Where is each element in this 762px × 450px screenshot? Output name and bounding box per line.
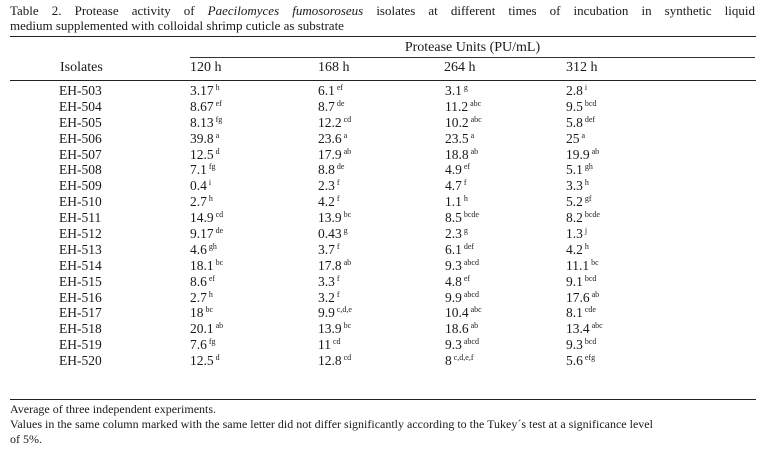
- protease-value-cell: [318, 321, 351, 337]
- significance-letters: bc: [343, 321, 352, 331]
- protease-value-cell: [190, 99, 222, 115]
- significance-letters: h: [584, 178, 589, 188]
- protease-value: 9.17: [190, 226, 214, 242]
- table-row: [0, 131, 762, 147]
- protease-value-cell: [190, 353, 220, 369]
- protease-value: 11.2: [445, 98, 469, 114]
- isolate-name: EH-515: [59, 273, 102, 289]
- protease-value-cell: [318, 178, 340, 194]
- isolate-name: EH-503: [59, 83, 102, 98]
- protease-value: 8.1: [566, 305, 583, 321]
- protease-value: 0.43: [318, 226, 342, 242]
- protease-value: 17.6: [566, 289, 590, 305]
- isolate-name: EH-510: [59, 194, 102, 210]
- significance-letters: j: [584, 226, 588, 236]
- protease-value-cell: [566, 210, 600, 226]
- top-rule: [10, 36, 756, 37]
- protease-value-cell: [318, 99, 344, 115]
- significance-letters: h: [208, 194, 213, 204]
- protease-value-cell: [445, 258, 479, 274]
- protease-value: 5.8: [566, 114, 583, 130]
- time-header-312: 312 h: [566, 60, 598, 75]
- significance-letters: f: [336, 273, 340, 283]
- protease-value-cell: [190, 274, 215, 290]
- protease-value-cell: [445, 194, 468, 210]
- table-row: [0, 274, 762, 290]
- significance-letters: def: [463, 241, 475, 251]
- significance-letters: fg: [215, 114, 223, 124]
- protease-value: 5.6: [566, 353, 583, 369]
- protease-value: 9.5: [566, 98, 583, 114]
- table-row: [0, 147, 762, 163]
- protease-value: 2.3: [445, 226, 462, 242]
- significance-letters: bcd: [584, 337, 597, 347]
- significance-letters: cd: [215, 210, 224, 220]
- protease-value-cell: [318, 305, 352, 321]
- protease-value-cell: [566, 147, 599, 163]
- table-notes: [10, 402, 755, 447]
- significance-letters: ab: [343, 146, 352, 156]
- caption-pre: Protease activity of: [74, 3, 195, 18]
- header-rule: [10, 80, 756, 81]
- table-row: [0, 290, 762, 306]
- protease-value-cell: [190, 147, 220, 163]
- significance-letters: ab: [591, 146, 600, 156]
- protease-value-cell: [318, 147, 351, 163]
- significance-letters: ab: [470, 321, 479, 331]
- protease-value: 1.3: [566, 226, 583, 242]
- caption-line-2: medium supplemented with colloidal shrimp cuticle as substrate: [10, 18, 344, 33]
- protease-value-cell: [318, 226, 348, 242]
- significance-letters: ef: [208, 273, 216, 283]
- significance-letters: de: [336, 162, 345, 172]
- protease-value-cell: [318, 194, 340, 210]
- table-row: [0, 337, 762, 353]
- table-row: [0, 178, 762, 194]
- significance-letters: ab: [470, 146, 479, 156]
- significance-letters: fg: [208, 162, 216, 172]
- protease-value-cell: [566, 258, 599, 274]
- protease-value: 1.1: [445, 194, 462, 210]
- protease-value: 0.4: [190, 178, 207, 194]
- significance-letters: d: [215, 353, 220, 363]
- protease-value-cell: [318, 337, 341, 353]
- isolate-name: EH-517: [59, 305, 102, 321]
- protease-value: 18.8: [445, 146, 469, 162]
- protease-value-cell: [318, 83, 343, 99]
- protease-value-cell: [190, 258, 223, 274]
- protease-value: 23.5: [445, 130, 469, 146]
- protease-value: 5.1: [566, 162, 583, 178]
- protease-value: 12.5: [190, 146, 214, 162]
- protease-value: 25: [566, 130, 580, 146]
- significance-letters: c,d,e,f: [453, 353, 474, 363]
- protease-value-cell: [190, 337, 216, 353]
- protease-value: 9.3: [445, 337, 462, 353]
- protease-value-cell: [445, 99, 481, 115]
- significance-letters: g: [463, 83, 468, 92]
- significance-letters: fg: [208, 337, 216, 347]
- significance-letters: abc: [470, 305, 482, 315]
- protease-value: 7.6: [190, 337, 207, 353]
- note-tukey-cont: of 5%.: [10, 432, 42, 446]
- table-row: [0, 258, 762, 274]
- protease-value: 2.8: [566, 83, 583, 98]
- protease-value-cell: [318, 131, 347, 147]
- caption-line-1: [10, 3, 755, 18]
- protease-value-cell: [318, 115, 351, 131]
- significance-letters: bc: [591, 257, 599, 267]
- significance-letters: def: [584, 114, 596, 124]
- isolate-name: EH-507: [59, 146, 102, 162]
- protease-value: 8.8: [318, 162, 335, 178]
- protease-value: 20.1: [190, 321, 214, 337]
- protease-value-cell: [445, 274, 470, 290]
- protease-value-cell: [566, 162, 593, 178]
- table-row: [0, 162, 762, 178]
- protease-value-cell: [318, 274, 340, 290]
- protease-value: 13.9: [318, 210, 342, 226]
- protease-value: 4.8: [445, 273, 462, 289]
- protease-value-cell: [445, 305, 482, 321]
- units-header: Protease Units (PU/mL): [404, 40, 541, 55]
- isolate-name: EH-506: [59, 130, 102, 146]
- table-body: [0, 83, 762, 369]
- protease-value: 4.2: [318, 194, 335, 210]
- significance-letters: bcde: [584, 210, 600, 220]
- protease-value-cell: [318, 290, 340, 306]
- isolate-name: EH-509: [59, 178, 102, 194]
- isolate-name: EH-504: [59, 98, 102, 114]
- protease-value-cell: [445, 131, 474, 147]
- significance-letters: ef: [463, 273, 471, 283]
- protease-value: 19.9: [566, 146, 590, 162]
- protease-value: 4.6: [190, 241, 207, 257]
- protease-value-cell: [318, 210, 351, 226]
- significance-letters: h: [463, 194, 468, 204]
- protease-value: 6.1: [318, 83, 335, 98]
- protease-value: 8.67: [190, 98, 214, 114]
- protease-value: 8: [445, 353, 452, 369]
- protease-value: 6.1: [445, 241, 462, 257]
- significance-letters: cde: [584, 305, 596, 315]
- protease-value-cell: [190, 242, 217, 258]
- isolate-name: EH-513: [59, 241, 102, 257]
- isolates-header: Isolates: [60, 60, 103, 75]
- isolate-name: EH-516: [59, 289, 102, 305]
- significance-letters: ab: [215, 321, 224, 331]
- significance-letters: efg: [584, 353, 596, 363]
- protease-value: 5.2: [566, 194, 583, 210]
- protease-value-cell: [566, 194, 592, 210]
- protease-value-cell: [445, 226, 468, 242]
- units-underline: [190, 57, 755, 58]
- significance-letters: abc: [470, 98, 482, 108]
- caption-species: Paecilomyces fumosoroseus: [207, 3, 364, 18]
- protease-value-cell: [566, 242, 589, 258]
- protease-value-cell: [318, 353, 351, 369]
- protease-value: 8.7: [318, 98, 335, 114]
- protease-value-cell: [566, 305, 596, 321]
- significance-letters: g: [463, 226, 468, 236]
- protease-value: 3.7: [318, 241, 335, 257]
- table-row: [0, 226, 762, 242]
- protease-value: 3.3: [318, 273, 335, 289]
- table-row: [0, 305, 762, 321]
- significance-letters: i: [584, 83, 588, 92]
- significance-letters: de: [336, 98, 345, 108]
- significance-letters: abcd: [463, 257, 479, 267]
- protease-value-cell: [190, 194, 213, 210]
- protease-value: 4.7: [445, 178, 462, 194]
- time-header-264: 264 h: [444, 60, 476, 75]
- isolate-name: EH-518: [59, 321, 102, 337]
- protease-value-cell: [190, 210, 223, 226]
- protease-value: 13.9: [318, 321, 342, 337]
- protease-value-cell: [445, 178, 467, 194]
- protease-value-cell: [445, 290, 479, 306]
- protease-value: 7.1: [190, 162, 207, 178]
- protease-value: 12.5: [190, 353, 214, 369]
- significance-letters: bc: [215, 257, 224, 267]
- significance-letters: gh: [584, 162, 593, 172]
- protease-value: 23.6: [318, 130, 342, 146]
- protease-value-cell: [566, 274, 596, 290]
- significance-letters: ab: [343, 257, 352, 267]
- significance-letters: h: [215, 83, 220, 92]
- protease-value-cell: [566, 290, 599, 306]
- note-tukey: Values in the same column marked with the same letter did not differ significantly according to the Tukey´s test at a significance level: [10, 417, 653, 431]
- table-row: [0, 194, 762, 210]
- significance-letters: gf: [584, 194, 592, 204]
- isolate-name: EH-514: [59, 257, 102, 273]
- significance-letters: cd: [343, 114, 352, 124]
- protease-value-cell: [445, 210, 479, 226]
- protease-value-cell: [445, 242, 474, 258]
- significance-letters: abcd: [463, 289, 479, 299]
- protease-value-cell: [566, 226, 587, 242]
- table-row: [0, 242, 762, 258]
- significance-letters: abcd: [463, 337, 479, 347]
- protease-value: 17.8: [318, 257, 342, 273]
- protease-value-cell: [190, 321, 223, 337]
- significance-letters: bcde: [463, 210, 479, 220]
- isolate-name: EH-519: [59, 337, 102, 353]
- protease-value-cell: [566, 115, 595, 131]
- protease-value: 3.3: [566, 178, 583, 194]
- significance-letters: f: [336, 194, 340, 204]
- significance-letters: bc: [205, 305, 214, 315]
- note-average: Average of three independent experiments.: [10, 402, 217, 416]
- isolate-name: EH-520: [59, 353, 102, 369]
- protease-value: 3.1: [445, 83, 462, 98]
- protease-value: 2.7: [190, 194, 207, 210]
- table-row: [0, 99, 762, 115]
- protease-value: 3.17: [190, 83, 214, 98]
- protease-value-cell: [566, 353, 595, 369]
- significance-letters: ef: [215, 98, 222, 108]
- significance-letters: c,d,e: [336, 305, 352, 315]
- protease-value-cell: [318, 258, 351, 274]
- isolate-name: EH-512: [59, 226, 102, 242]
- protease-value-cell: [566, 131, 585, 147]
- protease-value-cell: [445, 353, 474, 369]
- protease-value: 17.9: [318, 146, 342, 162]
- protease-value: 18: [190, 305, 204, 321]
- protease-value: 8.13: [190, 114, 214, 130]
- protease-value: 9.3: [445, 257, 462, 273]
- protease-value-cell: [190, 305, 213, 321]
- caption-post: isolates at different times of incubation in synthetic liquid: [376, 3, 756, 18]
- isolate-name: EH-511: [59, 210, 102, 226]
- protease-value-cell: [445, 162, 470, 178]
- protease-value-cell: [445, 321, 478, 337]
- significance-letters: abc: [470, 114, 482, 124]
- protease-value: 8.2: [566, 210, 583, 226]
- table-row: [0, 321, 762, 337]
- protease-value-cell: [190, 131, 219, 147]
- protease-value: 11: [318, 337, 331, 353]
- protease-value: 18.1: [190, 257, 214, 273]
- isolate-name: EH-508: [59, 162, 102, 178]
- protease-value: 10.4: [445, 305, 469, 321]
- significance-letters: abc: [591, 321, 603, 331]
- protease-value-cell: [566, 321, 603, 337]
- protease-value: 2.7: [190, 289, 207, 305]
- significance-letters: de: [215, 226, 224, 236]
- protease-value-cell: [566, 337, 596, 353]
- protease-value-cell: [190, 178, 211, 194]
- protease-value: 9.3: [566, 337, 583, 353]
- significance-letters: f: [336, 178, 340, 188]
- significance-letters: g: [343, 226, 348, 236]
- significance-letters: bc: [343, 210, 352, 220]
- protease-value: 8.6: [190, 273, 207, 289]
- protease-value: 9.9: [445, 289, 462, 305]
- significance-letters: bcd: [584, 98, 597, 108]
- protease-value: 9.9: [318, 305, 335, 321]
- table-caption: [10, 3, 755, 33]
- significance-letters: a: [470, 130, 475, 140]
- significance-letters: h: [584, 241, 589, 251]
- protease-value: 4.9: [445, 162, 462, 178]
- protease-value-cell: [190, 115, 222, 131]
- significance-letters: bcd: [584, 273, 597, 283]
- protease-value-cell: [445, 115, 482, 131]
- caption-label: Table 2.: [10, 3, 62, 18]
- table-row: [0, 83, 762, 99]
- protease-value-cell: [566, 83, 587, 99]
- isolate-name: EH-505: [59, 114, 102, 130]
- protease-value-cell: [566, 178, 589, 194]
- protease-value-cell: [445, 83, 468, 99]
- protease-value-cell: [190, 83, 220, 99]
- protease-value: 11.1: [566, 257, 590, 273]
- table-row: [0, 353, 762, 369]
- table-row: [0, 115, 762, 131]
- protease-value: 12.2: [318, 114, 342, 130]
- protease-value: 2.3: [318, 178, 335, 194]
- protease-value: 3.2: [318, 289, 335, 305]
- protease-value: 8.5: [445, 210, 462, 226]
- significance-letters: f: [336, 241, 340, 251]
- significance-letters: a: [215, 130, 220, 140]
- time-header-120: 120 h: [190, 60, 222, 75]
- significance-letters: cd: [343, 353, 352, 363]
- significance-letters: d: [215, 146, 220, 156]
- protease-value: 14.9: [190, 210, 214, 226]
- protease-value-cell: [318, 242, 340, 258]
- significance-letters: f: [336, 289, 340, 299]
- bottom-rule: [10, 399, 756, 400]
- protease-value-cell: [445, 147, 478, 163]
- protease-value-cell: [190, 226, 223, 242]
- significance-letters: h: [208, 289, 213, 299]
- protease-value: 12.8: [318, 353, 342, 369]
- significance-letters: i: [208, 178, 212, 188]
- significance-letters: ef: [463, 162, 471, 172]
- protease-value-cell: [445, 337, 479, 353]
- protease-value: 18.6: [445, 321, 469, 337]
- protease-value: 4.2: [566, 241, 583, 257]
- significance-letters: ef: [336, 83, 344, 92]
- significance-letters: ab: [591, 289, 600, 299]
- protease-value-cell: [190, 162, 216, 178]
- significance-letters: a: [343, 130, 348, 140]
- protease-value-cell: [566, 99, 596, 115]
- significance-letters: cd: [333, 337, 341, 347]
- protease-value: 39.8: [190, 130, 214, 146]
- protease-value: 10.2: [445, 114, 469, 130]
- significance-letters: f: [463, 178, 467, 188]
- protease-value: 9.1: [566, 273, 583, 289]
- protease-value: 13.4: [566, 321, 590, 337]
- table-row: [0, 210, 762, 226]
- protease-value-cell: [318, 162, 344, 178]
- significance-letters: a: [581, 130, 586, 140]
- time-header-168: 168 h: [318, 60, 350, 75]
- protease-value-cell: [190, 290, 213, 306]
- significance-letters: gh: [208, 241, 217, 251]
